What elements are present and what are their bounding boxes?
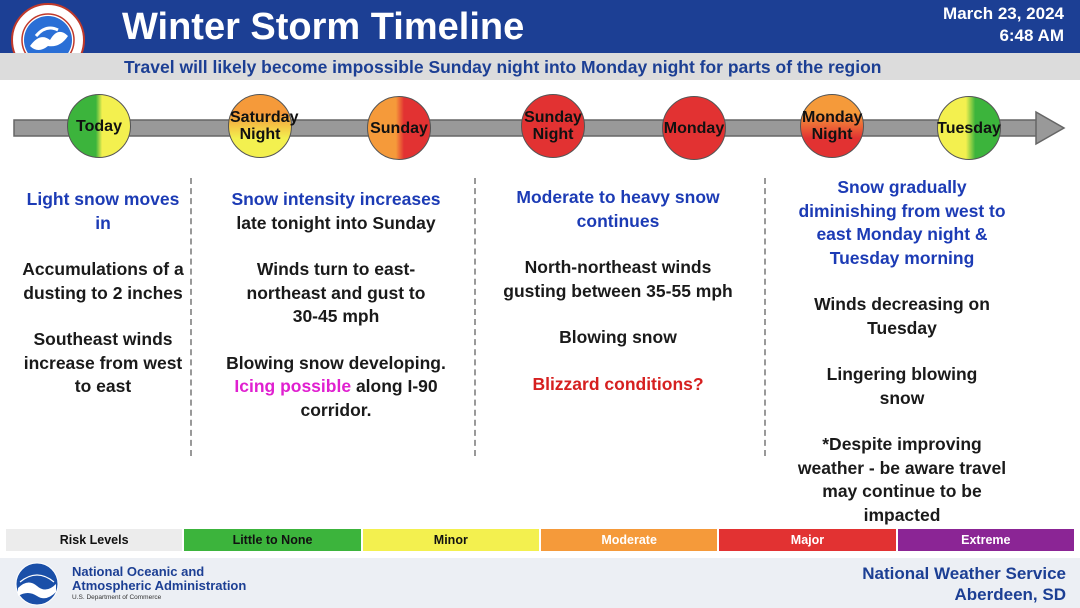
- nws-office: [862, 563, 1066, 605]
- risk-major: Major: [719, 529, 895, 551]
- timeline-label: Sunday: [370, 119, 428, 137]
- icing-highlight: Icing possible: [234, 376, 352, 396]
- blowing-snow-text: Blowing snow developing.: [226, 352, 446, 373]
- column-paragraph: Lingering blowing snow: [826, 364, 978, 408]
- forecast-column-saturday-night: [226, 188, 446, 445]
- risk-extreme: Extreme: [898, 529, 1074, 551]
- column-paragraph: North-northeast winds gusting between 35-55 mph: [503, 257, 733, 301]
- timeline-circle-tuesday: [937, 96, 1001, 160]
- noaa-name-line2: Atmospheric Administration: [72, 578, 247, 593]
- noaa-department: U.S. Department of Commerce: [72, 594, 162, 601]
- timeline-label: Today: [76, 117, 122, 135]
- risk-levels-legend: [6, 529, 1074, 551]
- page-subtitle: Travel will likely become impossible Sunday night into Monday night for parts of the region: [124, 57, 882, 77]
- timeline-circle-today: [67, 94, 131, 158]
- forecast-column-today: [20, 188, 186, 422]
- timeline-label: Saturday Night: [230, 109, 299, 143]
- column-paragraph: *Despite improving weather - be aware travel may continue to be impacted: [797, 434, 1007, 525]
- nws-name: National Weather Service: [862, 564, 1066, 583]
- column-paragraph: Accumulations of a dusting to 2 inches: [22, 259, 184, 303]
- issue-time: 6:48 AM: [999, 26, 1064, 45]
- column-divider: [190, 178, 192, 456]
- column-paragraph: Winds turn to east-northeast and gust to 30-45 mph: [246, 259, 426, 326]
- corridor-text: along I-90 corridor.: [300, 376, 438, 420]
- timeline-label: Sunday Night: [524, 109, 582, 143]
- timeline-label: Monday: [663, 119, 725, 137]
- blizzard-warning: Blizzard conditions?: [532, 373, 704, 394]
- column-divider: [474, 178, 476, 456]
- heading-rest: late tonight into Sunday: [236, 212, 436, 233]
- forecast-column-monday-night: [790, 176, 1014, 550]
- forecast-column-sunday-night: [496, 186, 740, 419]
- timeline-circle-monday-night: [800, 94, 864, 158]
- column-heading: Moderate to heavy snow continues: [516, 187, 720, 231]
- page-title: Winter Storm Timeline: [122, 6, 525, 48]
- column-paragraph: Southeast winds increase from west to east: [23, 329, 183, 396]
- risk-minor: Minor: [363, 529, 539, 551]
- risk-moderate: Moderate: [541, 529, 717, 551]
- noaa-logo: [12, 562, 62, 606]
- issue-date: March 23, 2024: [943, 4, 1064, 23]
- column-heading: Light snow moves in: [26, 189, 180, 233]
- column-paragraph: Winds decreasing on Tuesday: [814, 294, 990, 338]
- timeline-circle-monday: [662, 96, 726, 160]
- column-heading: Snow gradually diminishing from west to east Monday night & Tuesday morning: [798, 177, 1006, 268]
- timeline-circle-sunday: [367, 96, 431, 160]
- noaa-name: [72, 565, 246, 593]
- column-divider: [764, 178, 766, 456]
- issue-datetime: [943, 3, 1064, 47]
- timeline-label: Tuesday: [937, 119, 1001, 137]
- risk-title: Risk Levels: [6, 529, 182, 551]
- timeline-label: Monday Night: [802, 109, 863, 143]
- timeline-circle-saturday-night: [228, 94, 299, 158]
- column-paragraph: Blowing snow: [559, 327, 677, 347]
- timeline-circle-sunday-night: [521, 94, 585, 158]
- noaa-name-line1: National Oceanic and: [72, 564, 205, 579]
- risk-little-to-none: Little to None: [184, 529, 360, 551]
- column-paragraph: [226, 352, 446, 423]
- heading-highlight: Snow intensity increases: [231, 189, 441, 209]
- office-location: Aberdeen, SD: [954, 585, 1066, 604]
- column-heading: [226, 188, 446, 235]
